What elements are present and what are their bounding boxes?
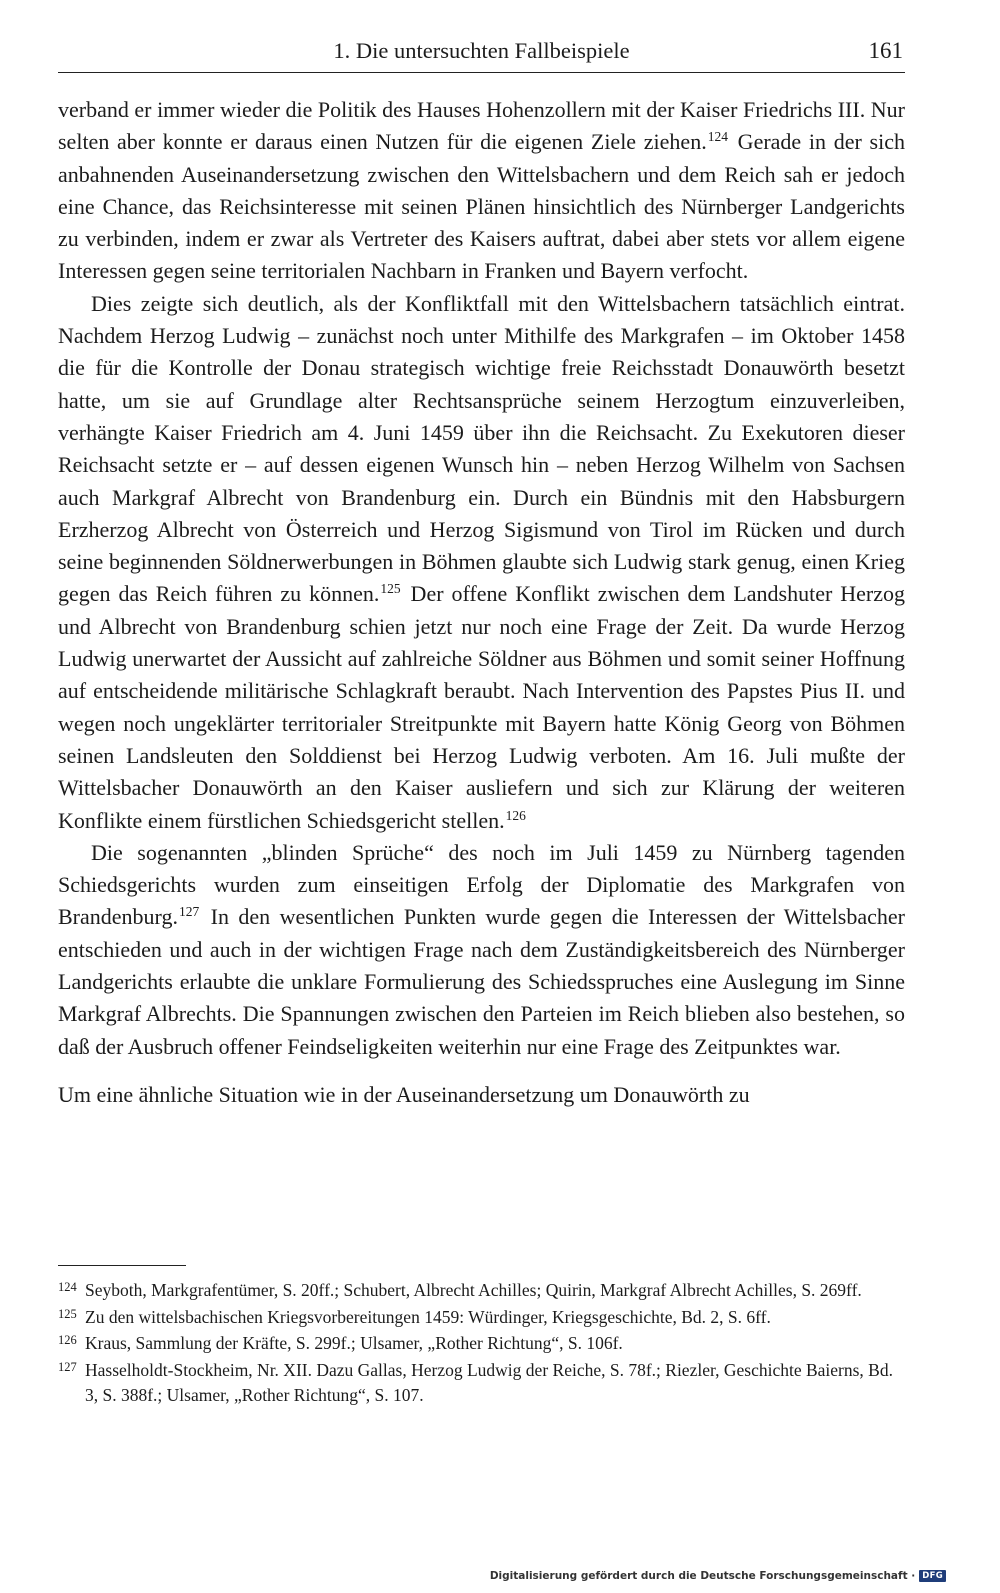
footnote-number: 125 bbox=[58, 1306, 77, 1321]
paragraph-2-text-b: Der offene Konflikt zwischen dem Landshuter Herzog und Albrecht von Brandenburg schien jetzt nur noch eine Frage der Zeit. Da wurde Herzog Ludwig unerwartet der Aussicht auf zahlreiche Söldner aus Böhmen und somit seiner Hoffnung auf entscheidende militärische Schlagkraft beraubt. Nach Intervention des Papstes Pius II. und wegen noch ungeklärter territorialer Streitpunkte mit Bayern hatte König Georg von Böhmen seinen Landsleuten den Solddienst bei Herzog Ludwig verboten. Am 16. Juli mußte der Wittelsbacher Donauwörth an den Kaiser ausliefern und sich zur Klärung der weiteren Konflikte einem fürstlichen Schiedsgericht stellen. bbox=[58, 581, 905, 833]
footnote-number: 124 bbox=[58, 1280, 77, 1294]
running-title: 1. Die untersuchten Fallbeispiele bbox=[333, 38, 630, 63]
footnote-text: Seyboth, Markgrafentümer, S. 20ff.; Schubert, Albrecht Achilles; Quirin, Markgraf Albrecht Achilles, S. 269ff. bbox=[85, 1280, 862, 1300]
digitization-credit bbox=[490, 1569, 946, 1583]
footnote-127 bbox=[58, 1358, 905, 1409]
footnote-separator bbox=[58, 1265, 186, 1266]
paragraph-3-text-a: Die sogenannten „blinden Sprüche“ des noch im Juli 1459 zu Nürnberg tagenden Schiedsgerichts wurden zum einseitigen Erfolg der Diplomatie des Markgrafen von Brandenburg. bbox=[58, 839, 905, 930]
footnote-124 bbox=[58, 1278, 905, 1304]
paragraph-2 bbox=[58, 288, 905, 837]
paragraph-1-text-b: Gerade in der sich anbahnenden Auseinandersetzung zwischen den Wittelsbachern und dem Reich sah er jedoch eine Chance, das Reichsinteresse mit seinen Plänen hinsichtlich des Nürnberger Landgerichts zu verbinden, indem er zwar als Vertreter des Kaisers auftrat, dabei aber stets vor allem eigene Interessen gegen seine territorialen Nachbarn in Franken und Bayern verfocht. bbox=[58, 129, 905, 284]
footnote-text: Kraus, Sammlung der Kräfte, S. 299f.; Ulsamer, „Rother Richtung“, S. 106f. bbox=[85, 1333, 623, 1353]
footnote-ref-126[interactable]: 126 bbox=[505, 807, 526, 823]
running-header bbox=[58, 38, 905, 73]
footnotes bbox=[58, 1278, 905, 1410]
footnote-text: Zu den wittelsbachischen Kriegsvorbereitungen 1459: Würdinger, Kriegsgeschichte, Bd. 2, S. 6ff. bbox=[85, 1306, 771, 1327]
paragraph-2-text-a: Dies zeigte sich deutlich, als der Konfliktfall mit den Wittelsbachern tatsächlich eintrat. Nachdem Herzog Ludwig – zunächst noch unter Mithilfe des Markgrafen – im Oktober 1458 die für die Kontrolle der Donau strategisch wichtige freie Reichsstadt Donauwörth besetzt hatte, um sie auf Grundlage alter Rechtsansprüche seinem Herzogtum einzuverleiben, verhängte Kaiser Friedrich am 4. Juni 1459 über ihn die Reichsacht. Zu Exekutoren dieser Reichsacht setzte er – auf dessen eigenen Wunsch hin – neben Herzog Wilhelm von Sachsen auch Markgraf Albrecht von Brandenburg ein. Durch ein Bündnis mit den Habsburgern Erzherzog Albrecht von Österreich und Herzog Sigismund von Tirol im Rücken und durch seine beginnenden Söldnerwerbungen in Böhmen glaubte sich Ludwig stark genug, einen Krieg gegen das Reich führen zu können. bbox=[58, 290, 905, 607]
footnote-ref-125[interactable]: 125 bbox=[380, 581, 401, 597]
footnote-ref-127[interactable]: 127 bbox=[178, 904, 200, 920]
footnote-126 bbox=[58, 1331, 905, 1357]
footnote-number: 127 bbox=[58, 1359, 77, 1374]
dfg-logo-icon: DFG bbox=[919, 1570, 946, 1582]
paragraph-3 bbox=[58, 837, 905, 1063]
footnote-125 bbox=[58, 1305, 905, 1331]
footnote-number: 126 bbox=[58, 1333, 77, 1347]
footnote-ref-124[interactable]: 124 bbox=[707, 129, 728, 145]
body-text bbox=[58, 94, 905, 1111]
page-number: 161 bbox=[868, 38, 903, 63]
paragraph-3-text-b: In den wesentlichen Punkten wurde gegen die Interessen der Wittelsbacher entschieden und auch in der wichtigen Frage nach dem Zuständigkeitsbereich des Nürnberger Landgerichts erlaubte die unklare Formulierung des Schiedsspruches eine Auslegung im Sinne Markgraf Albrechts. Die Spannungen zwischen den Parteien im Reich blieben also bestehen, so daß der Ausbruch offener Feindseligkeiten weiterhin nur eine Frage des Zeitpunktes war. bbox=[58, 904, 905, 1059]
footnote-text: Hasselholdt-Stockheim, Nr. XII. Dazu Gallas, Herzog Ludwig der Reiche, S. 78f.; Riezler, Geschichte Baierns, Bd. 3, S. 388f.; Ulsamer, „Rother Richtung“, S. 107. bbox=[85, 1359, 893, 1405]
credit-text: Digitalisierung gefördert durch die Deutsche Forschungsgemeinschaft · bbox=[489, 1570, 916, 1582]
paragraph-4: Um eine ähnliche Situation wie in der Auseinandersetzung um Donauwörth zu bbox=[58, 1081, 750, 1107]
paragraph-1-text-a: verband er immer wieder die Politik des Hauses Hohenzollern mit der Kaiser Friedrichs III. Nur selten aber konnte er daraus einen Nutzen für die eigenen Ziele ziehen. bbox=[58, 97, 905, 155]
paragraph-1 bbox=[58, 94, 905, 288]
